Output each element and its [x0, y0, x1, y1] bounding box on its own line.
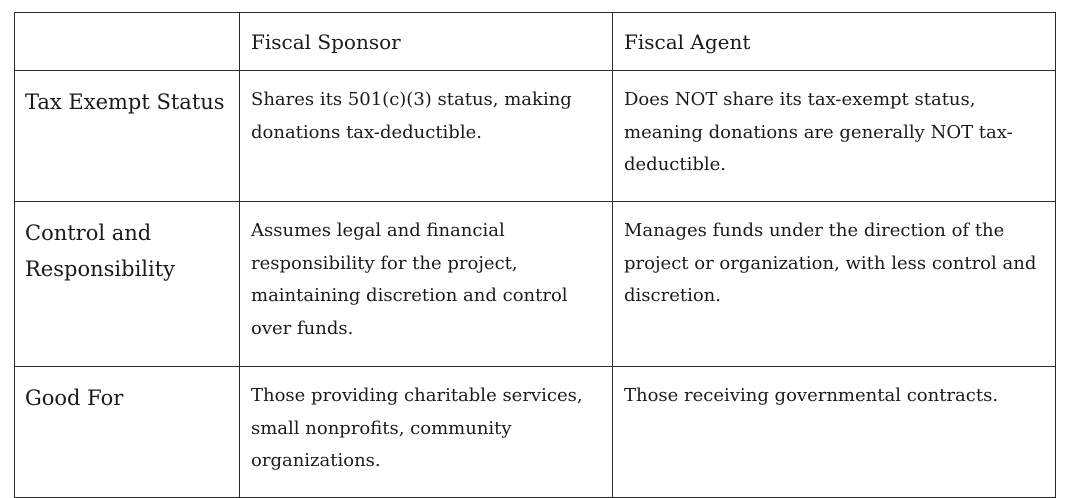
row-label-control-and-responsibility: Control and Responsibility — [15, 202, 240, 367]
comparison-table-container — [14, 12, 1055, 498]
row-label-good-for: Good For — [15, 367, 240, 498]
table-row — [15, 202, 1056, 367]
cell-fiscal-sponsor: Those providing charitable services, small nonprofits, community organizations. — [240, 367, 613, 498]
comparison-table — [14, 12, 1056, 498]
header-fiscal-agent: Fiscal Agent — [613, 13, 1056, 71]
table-row — [15, 367, 1056, 498]
row-label-tax-exempt-status: Tax Exempt Status — [15, 71, 240, 202]
cell-fiscal-sponsor: Assumes legal and financial responsibility for the project, maintaining discretion and control over funds. — [240, 202, 613, 367]
header-fiscal-sponsor: Fiscal Sponsor — [240, 13, 613, 71]
cell-fiscal-agent: Does NOT share its tax-exempt status, meaning donations are generally NOT tax-deductible. — [613, 71, 1056, 202]
header-empty-cell — [15, 13, 240, 71]
cell-fiscal-agent: Those receiving governmental contracts. — [613, 367, 1056, 498]
table-header-row — [15, 13, 1056, 71]
cell-fiscal-agent: Manages funds under the direction of the project or organization, with less control and discretion. — [613, 202, 1056, 367]
cell-fiscal-sponsor: Shares its 501(c)(3) status, making donations tax-deductible. — [240, 71, 613, 202]
table-row — [15, 71, 1056, 202]
